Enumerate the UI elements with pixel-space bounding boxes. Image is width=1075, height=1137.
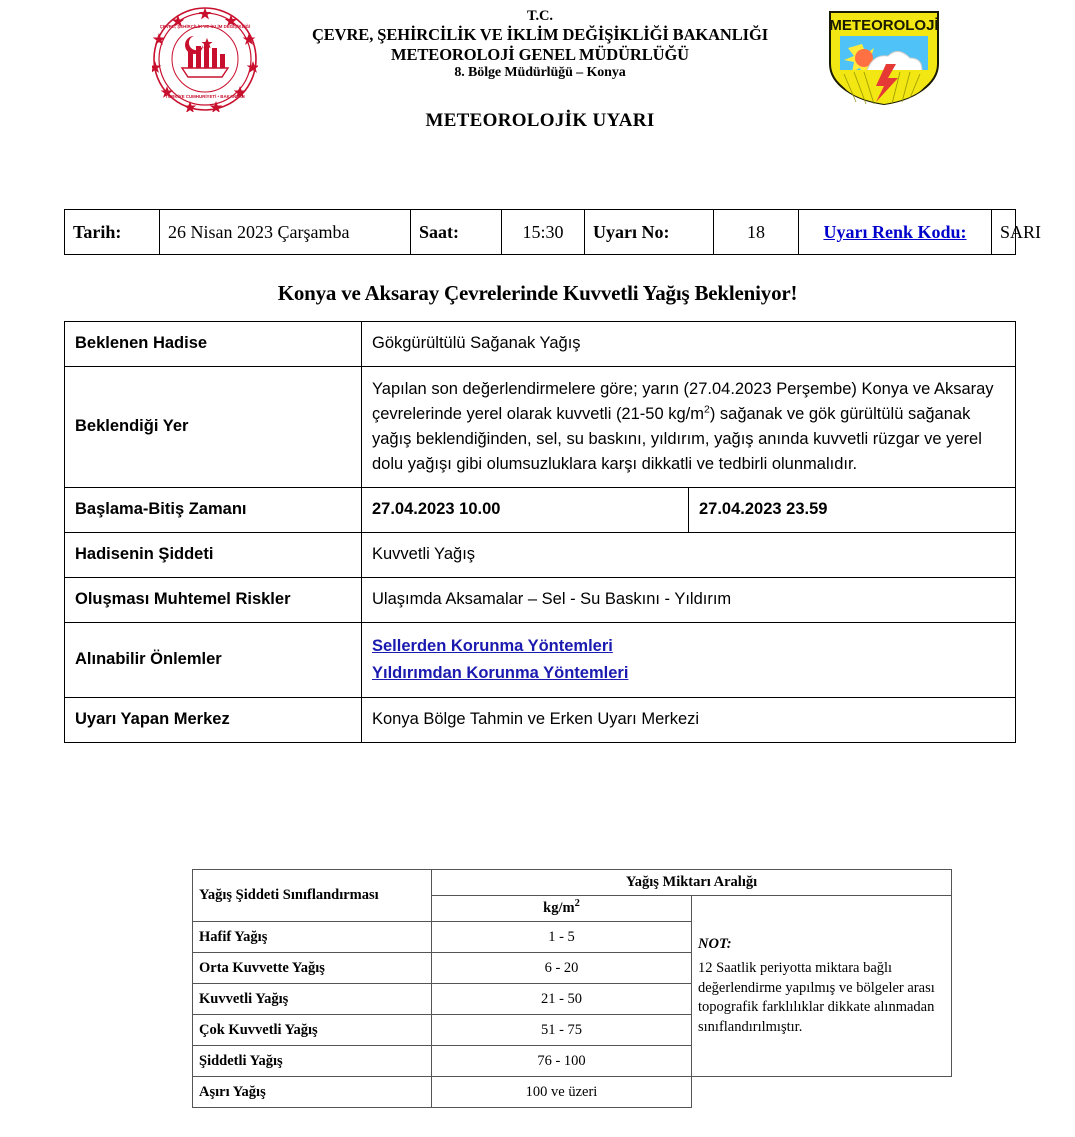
row-value-issuing-center: Konya Bölge Tahmin ve Erken Uyarı Merkezi — [362, 698, 1016, 743]
warning-details-table — [64, 321, 1016, 743]
header-ministry: ÇEVRE, ŞEHİRCİLİK VE İKLİM DEĞİŞİKLİĞİ BAKANLIĞI — [311, 25, 769, 45]
unit-header-text: kg/m — [543, 900, 575, 916]
place-text-superscript: 2 — [703, 403, 710, 416]
amount-column-header: Yağış Miktarı Aralığı — [432, 870, 952, 896]
svg-text:METEOROLOJİ: METEOROLOJİ — [829, 17, 939, 34]
date-label: Tarih: — [65, 210, 160, 255]
place-text-part1: Yapılan son değerlendirmelere göre; yarın (27.04.2023 Perşembe) Konya ve Aksaray çevrelerinde yerel olarak kuvvetli (21-50 kg/m — [372, 379, 994, 423]
category-column-header: Yağış Şiddeti Sınıflandırması — [193, 870, 432, 922]
date-value: 26 Nisan 2023 Çarşamba — [160, 210, 411, 255]
time-label: Saat: — [411, 210, 502, 255]
value-hafif-yagis: 1 - 5 — [432, 922, 692, 953]
header-region: 8. Bölge Müdürlüğü – Konya — [454, 65, 626, 81]
meteoroloji-logo-icon — [822, 8, 946, 106]
time-value: 15:30 — [502, 210, 585, 255]
table-row — [65, 210, 1016, 255]
svg-text:ÇEVRE, ŞEHİRCİLİK VE İKLİM DEĞ: ÇEVRE, ŞEHİRCİLİK VE İKLİM DEĞİŞİKLİĞİ — [159, 24, 251, 29]
document-header — [0, 0, 1075, 150]
start-time-value: 27.04.2023 10.00 — [362, 488, 689, 533]
table-header-row-top — [193, 870, 952, 896]
category-cok-kuvvetli-yagis: Çok Kuvvetli Yağış — [193, 1015, 432, 1046]
row-value-precautions — [362, 623, 1016, 698]
precipitation-classification-table — [192, 869, 952, 1108]
row-label-severity: Hadisenin Şiddeti — [65, 533, 362, 578]
lightning-protection-link[interactable]: Yıldırımdan Korunma Yöntemleri — [372, 664, 629, 683]
page-title: METEOROLOJİK UYARI — [425, 109, 655, 131]
row-label-expected-event: Beklenen Hadise — [65, 322, 362, 367]
color-code-link[interactable]: Uyarı Renk Kodu: — [823, 221, 967, 242]
row-label-start-end-time: Başlama-Bitiş Zamanı — [65, 488, 362, 533]
table-row-start-end-time — [65, 488, 1016, 533]
table-row-risks — [65, 578, 1016, 623]
place-text-part2: ) sağanak ve gök gürültülü sağanak yağış beklendiğinden, sel, su baskını, yıldırım, yağış anında kuvvetli rüzgar ve yerel dolu yağışı gibi olumsuzluklara karşı dikkatli ve tedbirli olunmalıdır. — [372, 405, 982, 474]
color-code-link-cell[interactable] — [799, 210, 992, 255]
table-row-severity — [65, 533, 1016, 578]
table-row-expected-event — [65, 322, 1016, 367]
flood-protection-link[interactable]: Sellerden Korunma Yöntemleri — [372, 637, 613, 655]
svg-text:TÜRKİYE CUMHURİYETİ • BAKANLIĞ: TÜRKİYE CUMHURİYETİ • BAKANLIĞI — [165, 94, 245, 99]
category-kuvvetli-yagis: Kuvvetli Yağış — [193, 984, 432, 1015]
row-label-issuing-center: Uyarı Yapan Merkez — [65, 698, 362, 743]
row-value-expected-event: Gökgürültülü Sağanak Yağış — [362, 322, 1016, 367]
value-siddetli-yagis: 76 - 100 — [432, 1046, 692, 1077]
category-siddetli-yagis: Şiddetli Yağış — [193, 1046, 432, 1077]
value-cok-kuvvetli-yagis: 51 - 75 — [432, 1015, 692, 1046]
table-row — [193, 1077, 952, 1108]
row-value-severity: Kuvvetli Yağış — [362, 533, 1016, 578]
value-asiri-yagis: 100 ve üzeri — [432, 1077, 692, 1108]
row-label-expected-place: Beklendiği Yer — [65, 366, 362, 487]
note-cell — [692, 896, 952, 1077]
warning-subtitle: Konya ve Aksaray Çevrelerinde Kuvvetli Yağış Bekleniyor! — [277, 281, 798, 305]
warning-no-label: Uyarı No: — [585, 210, 714, 255]
row-value-risks: Ulaşımda Aksamalar – Sel - Su Baskını - Yıldırım — [362, 578, 1016, 623]
unit-header-superscript: 2 — [574, 898, 580, 910]
end-time-value: 27.04.2023 23.59 — [689, 488, 1016, 533]
row-label-precautions: Alınabilir Önlemler — [65, 623, 362, 698]
category-orta-kuvvette-yagis: Orta Kuvvette Yağış — [193, 953, 432, 984]
expected-place-paragraph — [372, 377, 1005, 477]
note-body: 12 Saatlik periyotta miktara bağlı değerlendirme yapılmış ve bölgeler arası topografik farklılıklar dikkate alınmadan sınıflandırılmıştır. — [698, 960, 935, 1035]
value-orta-kuvvette-yagis: 6 - 20 — [432, 953, 692, 984]
header-title-block — [200, 8, 880, 132]
color-code-value: SARI — [992, 210, 1016, 255]
table-row-expected-place — [65, 366, 1016, 487]
header-directorate: METEOROLOJİ GENEL MÜDÜRLÜĞÜ — [391, 44, 689, 64]
note-title: NOT: — [698, 935, 732, 952]
warning-no-value: 18 — [714, 210, 799, 255]
unit-header — [432, 896, 692, 922]
header-tc: T.C. — [527, 8, 553, 24]
value-kuvvetli-yagis: 21 - 50 — [432, 984, 692, 1015]
category-asiri-yagis: Aşırı Yağış — [193, 1077, 432, 1108]
warning-meta-table — [64, 209, 1042, 255]
table-row-precautions — [65, 623, 1016, 698]
category-hafif-yagis: Hafif Yağış — [193, 922, 432, 953]
row-value-expected-place — [362, 366, 1016, 487]
row-label-risks: Oluşması Muhtemel Riskler — [65, 578, 362, 623]
table-row-issuing-center — [65, 698, 1016, 743]
